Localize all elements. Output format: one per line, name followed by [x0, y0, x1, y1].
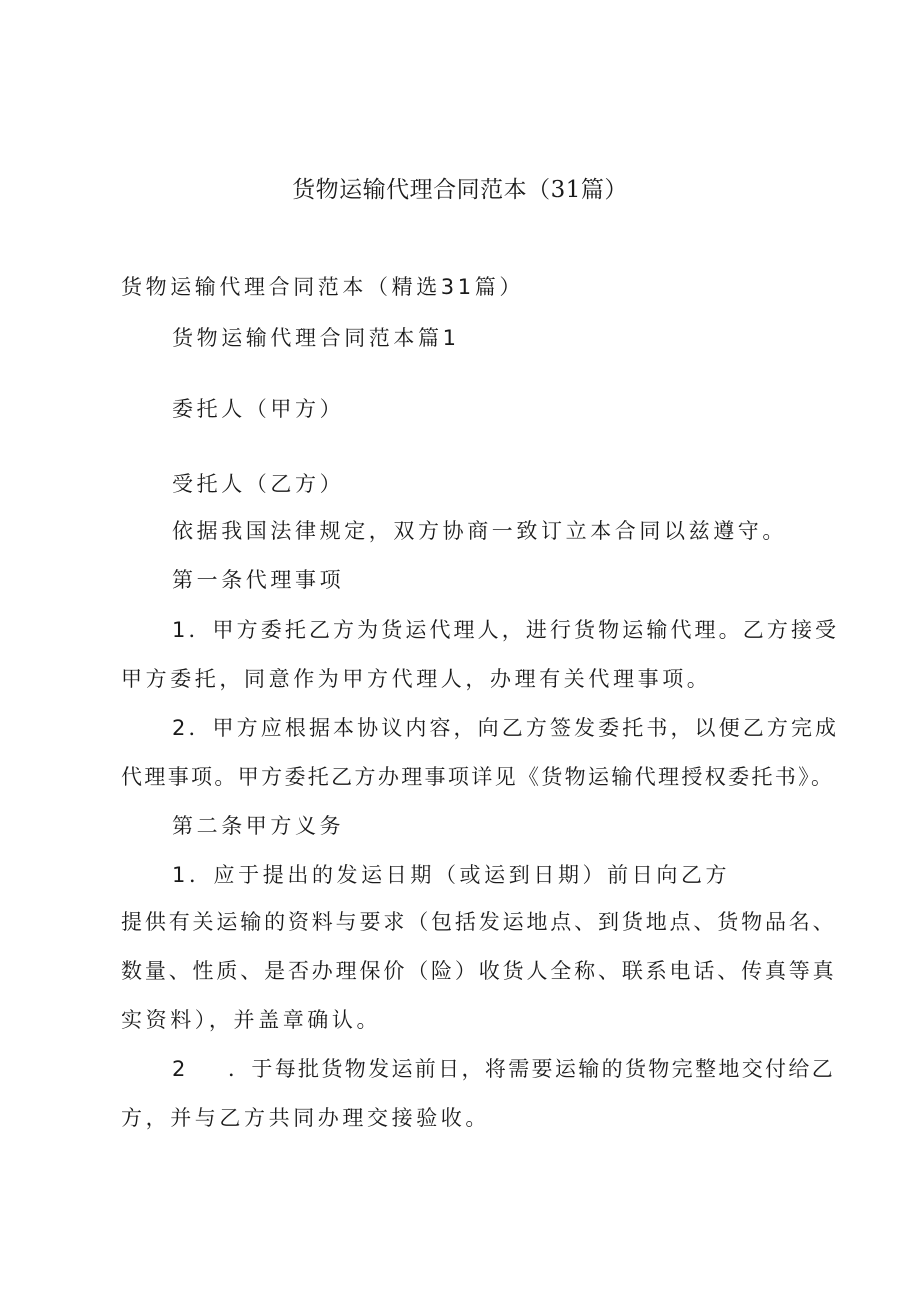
- article-2-item-1-line-2: 提供有关运输的资料与要求（包括发运地点、到货地点、货物品名、: [121, 910, 837, 934]
- article-2-item-1-line-1: 1．应于提出的发运日期（或运到日期）前日向乙方: [172, 863, 731, 887]
- article-1-item-1-line-2: 甲方委托，同意作为甲方代理人，办理有关代理事项。: [121, 667, 712, 691]
- article-1-item-2-line-2: 代理事项。甲方委托乙方办理事项详见《货物运输代理授权委托书》。: [121, 765, 835, 789]
- article-2-item-1-line-3: 数量、性质、是否办理保价（险）收货人全称、联系电话、传真等真: [121, 959, 837, 983]
- agent-label: 受托人（乙方）: [172, 472, 345, 496]
- article-1-item-2-line-1: 2．甲方应根据本协议内容，向乙方签发委托书，以便乙方完成: [172, 716, 840, 740]
- article-2-item-2-number: 2: [172, 1057, 189, 1081]
- article-2-heading: 第二条甲方义务: [172, 814, 345, 838]
- article-2-item-1-line-4: 实资料），并盖章确认。: [121, 1008, 382, 1032]
- article-2-item-2-line-2: 方，并与乙方共同办理交接验收。: [121, 1106, 490, 1130]
- article-2-item-2-line-1: ．于每批货物发运前日，将需要运输的货物完整地交付给乙: [228, 1057, 836, 1081]
- article-1-item-1-line-1: 1．甲方委托乙方为货运代理人，进行货物运输代理。乙方接受: [172, 618, 840, 642]
- section-heading: 货物运输代理合同范本篇1: [172, 326, 460, 350]
- preamble-paragraph: 依据我国法律规定，双方协商一致订立本合同以兹遵守。: [172, 519, 787, 543]
- document-subtitle: 货物运输代理合同范本（精选31篇）: [121, 275, 524, 299]
- article-1-heading: 第一条代理事项: [172, 568, 345, 592]
- document-title: 货物运输代理合同范本（31篇）: [292, 177, 628, 203]
- principal-label: 委托人（甲方）: [172, 397, 345, 421]
